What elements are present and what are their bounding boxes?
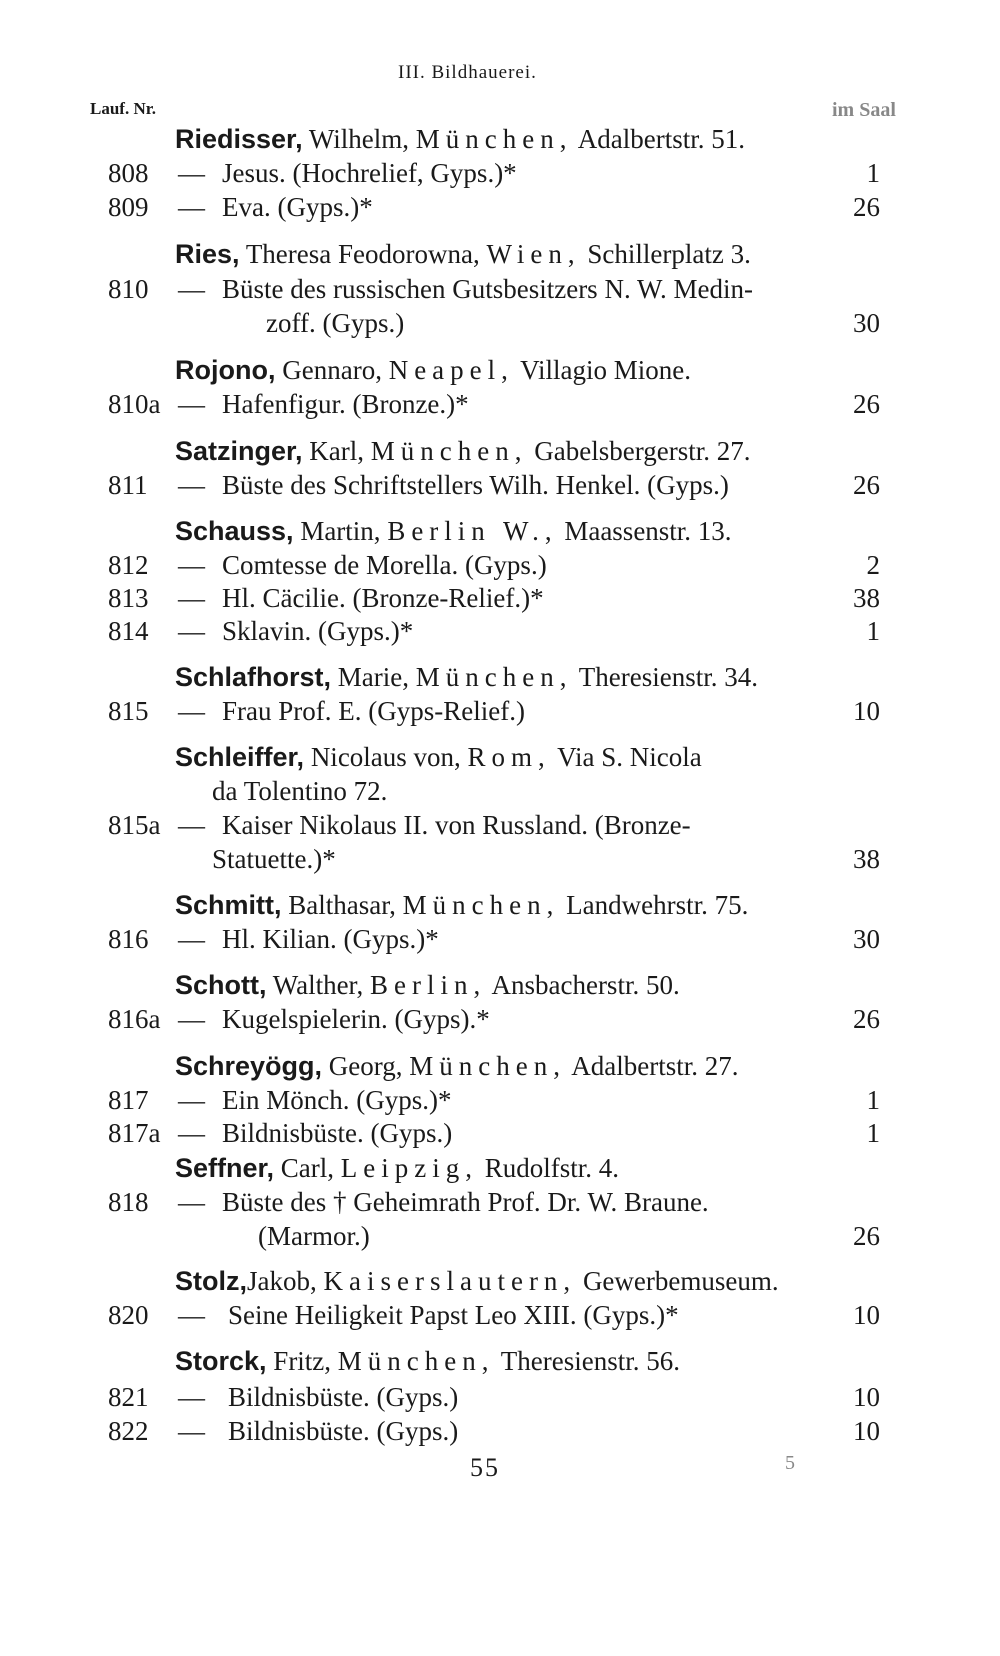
entry-room: 26	[853, 192, 880, 222]
entry-title: Hl. Cäcilie. (Bronze-Relief.)*	[222, 583, 544, 613]
artist-city: München,	[402, 890, 560, 920]
entry-room: 10	[853, 1300, 880, 1330]
artist-line	[175, 1348, 680, 1375]
entry-title: Kugelspielerin. (Gyps).*	[222, 1004, 490, 1034]
entry-room: 10	[853, 1416, 880, 1446]
entry-room: 1	[866, 1118, 880, 1148]
artist-city: München,	[415, 124, 573, 154]
entry-number: 821	[108, 1382, 149, 1412]
entry-dash: —	[178, 1085, 205, 1115]
column-header-room: im Saal	[832, 99, 896, 121]
entry-title-continued: Statuette.)*	[212, 844, 336, 874]
artist-address: Villagio Mione.	[520, 355, 692, 385]
entry-room: 1	[866, 1085, 880, 1115]
artist-first-name: Theresa Feodorowna,	[245, 239, 480, 269]
artist-first-name: Carl,	[280, 1153, 335, 1183]
entry-dash: —	[178, 550, 205, 580]
entry-room: 10	[853, 1382, 880, 1412]
artist-name: Riedisser,	[175, 124, 303, 154]
entry-title: Büste des russischen Gutsbesitzers N. W. Medin-	[222, 274, 753, 304]
entry-title: Seine Heiligkeit Papst Leo XIII. (Gyps.)*	[228, 1300, 679, 1330]
artist-address: Gewerbemuseum.	[582, 1266, 779, 1296]
entry-room: 26	[853, 389, 880, 419]
entry-number: 815	[108, 696, 149, 726]
entry-room: 30	[853, 924, 880, 954]
entry-dash: —	[178, 192, 205, 222]
artist-address: Via S. Nicola	[557, 742, 702, 772]
artist-name: Schauss,	[175, 516, 294, 546]
entry-number: 808	[108, 158, 149, 188]
artist-city: München,	[409, 1051, 567, 1081]
entry-room: 26	[853, 1004, 880, 1034]
entry-number: 811	[108, 470, 148, 500]
entry-room: 38	[853, 583, 880, 613]
entry-dash: —	[178, 389, 205, 419]
entry-room: 38	[853, 844, 880, 874]
artist-name: Schleiffer,	[175, 742, 305, 772]
entry-dash: —	[178, 696, 205, 726]
artist-city: München,	[370, 436, 528, 466]
entry-dash: —	[178, 1300, 205, 1330]
artist-first-name: Balthasar,	[288, 890, 396, 920]
artist-first-name: Fritz,	[273, 1346, 332, 1376]
artist-city: Wien,	[486, 239, 581, 269]
artist-address: Maassenstr. 13.	[564, 516, 732, 546]
entry-room: 26	[853, 470, 880, 500]
entry-dash: —	[178, 924, 205, 954]
entry-title: Büste des Schriftstellers Wilh. Henkel. (Gyps.)	[222, 470, 729, 500]
artist-name: Satzinger,	[175, 436, 303, 466]
entry-title: Frau Prof. E. (Gyps-Relief.)	[222, 696, 525, 726]
column-header-number: Lauf. Nr.	[90, 99, 156, 118]
artist-line	[175, 1053, 739, 1080]
artist-line	[175, 1268, 779, 1295]
entry-title: Büste des † Geheimrath Prof. Dr. W. Braune.	[222, 1187, 709, 1217]
entry-title-continued: (Marmor.)	[258, 1221, 370, 1251]
page-number: 55	[470, 1453, 500, 1482]
entry-number: 820	[108, 1300, 149, 1330]
artist-city: Leipzig,	[340, 1153, 479, 1183]
entry-number: 810	[108, 274, 149, 304]
entry-room: 2	[866, 550, 880, 580]
entry-number: 817	[108, 1085, 149, 1115]
entry-title: Hl. Kilian. (Gyps.)*	[222, 924, 439, 954]
entry-number: 814	[108, 616, 149, 646]
entry-title: Comtesse de Morella. (Gyps.)	[222, 550, 547, 580]
artist-address: Gabelsbergerstr. 27.	[534, 436, 751, 466]
entry-dash: —	[178, 1187, 205, 1217]
entry-dash: —	[178, 810, 205, 840]
entry-dash: —	[178, 274, 205, 304]
entry-title: Hafenfigur. (Bronze.)*	[222, 389, 469, 419]
artist-address-continued: da Tolentino 72.	[212, 776, 388, 806]
artist-name: Ries,	[175, 239, 240, 269]
entry-dash: —	[178, 583, 205, 613]
artist-address: Schillerplatz 3.	[587, 239, 751, 269]
artist-address: Ansbacherstr. 50.	[491, 970, 680, 1000]
artist-city: Neapel,	[388, 355, 514, 385]
entry-number: 818	[108, 1187, 149, 1217]
artist-line	[175, 664, 758, 691]
artist-first-name: Marie,	[337, 662, 409, 692]
entry-number: 817a	[108, 1118, 161, 1148]
artist-address: Landwehrstr. 75.	[566, 890, 749, 920]
entry-room: 1	[866, 616, 880, 646]
artist-name: Rojono,	[175, 355, 276, 385]
artist-address: Rudolfstr. 4.	[484, 1153, 620, 1183]
artist-name: Seffner,	[175, 1153, 275, 1183]
entry-room: 10	[853, 696, 880, 726]
artist-city: Rom,	[467, 742, 551, 772]
artist-line	[175, 438, 750, 465]
entry-dash: —	[178, 1004, 205, 1034]
artist-first-name: Jakob,	[247, 1266, 317, 1296]
artist-address: Theresienstr. 34.	[578, 662, 758, 692]
artist-line	[175, 972, 680, 999]
artist-line	[175, 357, 691, 384]
entry-dash: —	[178, 470, 205, 500]
entry-dash: —	[178, 1118, 205, 1148]
entry-number: 816a	[108, 1004, 161, 1034]
entry-room: 1	[866, 158, 880, 188]
entry-title: Bildnisbüste. (Gyps.)	[222, 1118, 453, 1148]
artist-name: Schmitt,	[175, 890, 282, 920]
artist-first-name: Martin,	[300, 516, 381, 546]
artist-name: Stolz,	[175, 1266, 247, 1296]
entry-title-continued: zoff. (Gyps.)	[266, 308, 405, 338]
artist-city: München,	[415, 662, 573, 692]
artist-first-name: Walther,	[272, 970, 364, 1000]
entry-number: 813	[108, 583, 149, 613]
artist-first-name: Karl,	[309, 436, 365, 466]
signature-mark: 5	[785, 1452, 795, 1474]
artist-line	[175, 744, 702, 771]
entry-dash: —	[178, 1382, 205, 1412]
artist-address: Theresienstr. 56.	[500, 1346, 681, 1376]
entry-dash: —	[178, 158, 205, 188]
artist-name: Schott,	[175, 970, 267, 1000]
artist-name: Storck,	[175, 1346, 267, 1376]
entry-number: 816	[108, 924, 149, 954]
entry-room: 30	[853, 308, 880, 338]
entry-dash: —	[178, 1416, 205, 1446]
artist-city: Berlin,	[369, 970, 487, 1000]
entry-title: Ein Mönch. (Gyps.)*	[222, 1085, 452, 1115]
artist-first-name: Gennaro,	[282, 355, 382, 385]
entry-title: Bildnisbüste. (Gyps.)	[228, 1382, 459, 1412]
entry-title: Jesus. (Hochrelief, Gyps.)*	[222, 158, 517, 188]
artist-name: Schlafhorst,	[175, 662, 332, 692]
artist-first-name: Georg,	[328, 1051, 403, 1081]
entry-number: 812	[108, 550, 149, 580]
artist-city: Berlin W.,	[387, 516, 558, 546]
entry-title: Eva. (Gyps.)*	[222, 192, 373, 222]
entry-number: 815a	[108, 810, 161, 840]
artist-first-name: Nicolaus von,	[310, 742, 461, 772]
artist-line	[175, 1155, 619, 1182]
artist-line	[175, 126, 745, 153]
artist-city: München,	[337, 1346, 495, 1376]
artist-address: Adalbertstr. 27.	[571, 1051, 739, 1081]
entry-number: 810a	[108, 389, 161, 419]
entry-title: Bildnisbüste. (Gyps.)	[228, 1416, 459, 1446]
entry-dash: —	[178, 616, 205, 646]
entry-number: 809	[108, 192, 149, 222]
artist-first-name: Wilhelm,	[308, 124, 409, 154]
running-header: III. Bildhauerei.	[398, 62, 537, 83]
artist-line	[175, 518, 732, 545]
entry-number: 822	[108, 1416, 149, 1446]
entry-room: 26	[853, 1221, 880, 1251]
entry-title: Kaiser Nikolaus II. von Russland. (Bronze-	[222, 810, 691, 840]
artist-line	[175, 241, 751, 268]
artist-name: Schreyögg,	[175, 1051, 323, 1081]
artist-address: Adalbertstr. 51.	[577, 124, 745, 154]
artist-city: Kaiserslautern,	[323, 1266, 577, 1296]
artist-line	[175, 892, 748, 919]
entry-title: Sklavin. (Gyps.)*	[222, 616, 414, 646]
